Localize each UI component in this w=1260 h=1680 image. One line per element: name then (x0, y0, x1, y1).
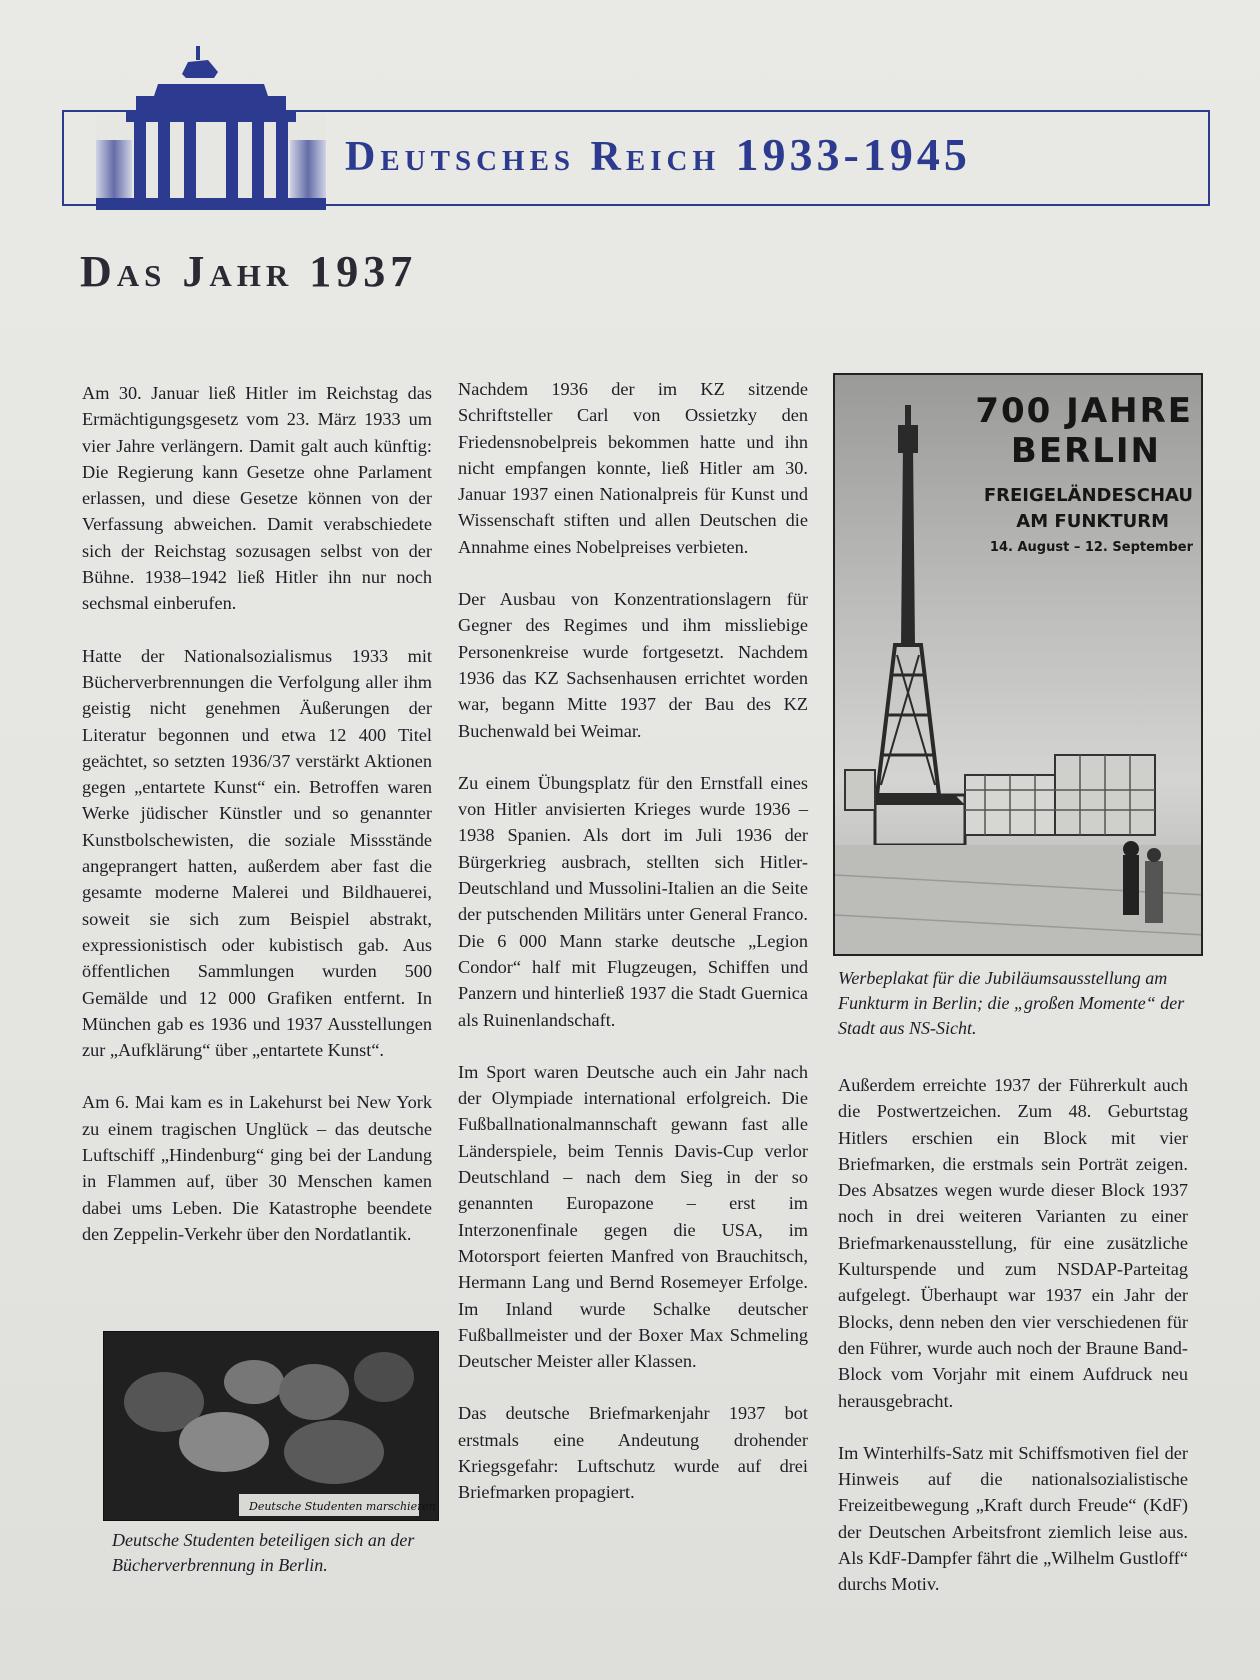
banner-text: Deutsche Studenten marschieren (249, 1500, 436, 1513)
poster-image (833, 373, 1203, 956)
students-photo (103, 1331, 439, 1521)
poster-line-5: 14. August – 12. September (989, 540, 1193, 555)
text-column-3 (838, 1072, 1188, 1624)
poster-caption: Werbeplakat für die Jubiläumsausstellung am Funkturm in Berlin; die „großen Momente“ der Stadt aus NS-Sicht. (838, 968, 1185, 1038)
text-column-2 (458, 376, 808, 1532)
poster-line-3: FREIGELÄNDESCHAU (983, 485, 1193, 506)
students-photo-caption: Deutsche Studenten beteiligen sich an der Bücherverbrennung in Berlin. (112, 1530, 415, 1575)
poster-line-1: 700 JAHRE (975, 391, 1193, 431)
paragraph: Zu einem Übungsplatz für den Ernstfall eines von Hitler anvisierten Krieges wurde 1936 – 1938 Spanien. Als dort im Juli 1936 der Bürgerkrieg ausbrach, stellten sich Hitler-Deutschland und Mussolini-Italien an die Seite der putschenden Militärs unter General Franco. Die 6 000 Mann starke deutsche „Legion Condor“ half mit Flugzeugen, Schiffen und Panzern und hinterließ 1937 die Stadt Guernica als Ruinenlandschaft. (458, 772, 808, 1030)
poster-line-4: AM FUNKTURM (1016, 511, 1169, 532)
paragraph: Im Winterhilfs-Satz mit Schiffsmotiven fiel der Hinweis auf die nationalsozialistische Freizeitbewegung „Kraft durch Freude“ (KdF) der Deutschen Arbeitsfront ziemlich leise aus. Als KdF-Dampfer fährt die „Wilhelm Gustloff“ durchs Motiv. (838, 1442, 1188, 1595)
series-title (345, 128, 1195, 181)
paragraph: Am 6. Mai kam es in Lakehurst bei New York zu einem tragischen Unglück – das deutsche Luftschiff „Hindenburg“ ging bei der Landung in Flammen auf, über 30 Menschen kamen dabei ums Leben. Die Katastrophe beendete den Zeppelin-Verkehr über den Nordatlantik. (82, 1092, 432, 1244)
text-column-1 (82, 380, 432, 1273)
paragraph: Am 30. Januar ließ Hitler im Reichstag das Ermächtigungsgesetz vom 23. März 1933 um vier Jahre verlängern. Damit galt auch künftig: Die Regierung kann Gesetze ohne Parlament erlassen, und diese Gesetze können von der Verfassung abweichen. Damit verabschiedete sich der Reichstag sozusagen selbst von der Bühne. 1938–1942 ließ Hitler ihn nur noch sechsmal einberufen. (82, 383, 432, 614)
series-title-years: 1933-1945 (735, 129, 971, 180)
page-title: Das Jahr 1937 (80, 247, 418, 296)
paragraph: Der Ausbau von Konzentrationslagern für Gegner des Regimes und ihm missliebige Personenkreise wurde fortgesetzt. Nachdem 1936 das KZ Sachsenhausen errichtet worden war, begann Mitte 1937 der Bau des KZ Buchenwald bei Weimar. (458, 589, 808, 741)
paragraph: Außerdem erreichte 1937 der Führerkult auch die Postwertzeichen. Zum 48. Geburtstag Hitlers erschien ein Block mit vier Briefmarken, die erstmals sein Porträt zeigen. Des Absatzes wegen wurde dieser Block 1937 noch in drei weiteren Varianten zu einer Briefmarkenausstellung, für eine zusätzliche Kulturspende und zum NSDAP-Parteitag aufgelegt. Überhaupt war 1937 ein Jahr der Blocks, denn neben den vier verschiedenen für den Führer, wurde auch noch der Braune Band-Block vom Vorjahr mit einem Aufdruck neu herausgebracht. (838, 1075, 1188, 1411)
paragraph: Nachdem 1936 der im KZ sitzende Schriftsteller Carl von Ossietzky den Friedensnobelpreis bekommen hatte und ihn nicht empfangen konnte, ließ Hitler am 30. Januar 1937 einen Nationalpreis für Kunst und Wissenschaft stiften und allen Deutschen die Annahme eines Nobelpreises verbieten. (458, 379, 808, 557)
students-photo-art (104, 1332, 439, 1521)
paragraph: Im Sport waren Deutsche auch ein Jahr nach der Olympiade international erfolgreich. Die Fußballnationalmannschaft gewann fast alle Länderspiele, beim Tennis Davis-Cup verlor Deutschland – nach dem Sieg in der so genannten Europazone – erst im Interzonenfinale gegen die USA, im Motorsport feierten Manfred von Brauchitsch, Hermann Lang und Bernd Rosemeyer Erfolge. Im Inland wurde Schalke deutscher Fußballmeister und der Boxer Max Schmeling Deutscher Meister aller Klassen. (458, 1061, 808, 1372)
paragraph: Hatte der Nationalsozialismus 1933 mit Bücherverbrennungen die Verfolgung aller ihm geistig nicht genehmen Äußerungen der Literatur begonnen und etwa 12 400 Titel geächtet, so setzten 1936/37 verstärkt Aktionen gegen „entartete Kunst“ ein. Betroffen waren Werke jüdischer Künstler und so genannter Kunstbolschewisten, die soziale Missstände angeprangert hatten, außerdem aber fast die gesamte moderne Malerei und Bildhauerei, soweit sie sich zum Beispiel abstrakt, expressionistisch oder kubistisch gab. Aus öffentlichen Sammlungen wurden 500 Gemälde und 12 000 Grafiken entfernt. In München gab es 1936 und 1937 Ausstellungen zur „Aufklärung“ über „entartete Kunst“. (82, 645, 432, 1061)
paragraph: Das deutsche Briefmarkenjahr 1937 bot erstmals eine Andeutung drohender Kriegsgefahr: Luftschutz wurde auf drei Briefmarken propagiert. (458, 1403, 808, 1503)
poster-line-2: BERLIN (1010, 431, 1161, 471)
brandenburg-gate-icon (96, 44, 326, 212)
series-title-text: Deutsches Reich (345, 134, 721, 180)
